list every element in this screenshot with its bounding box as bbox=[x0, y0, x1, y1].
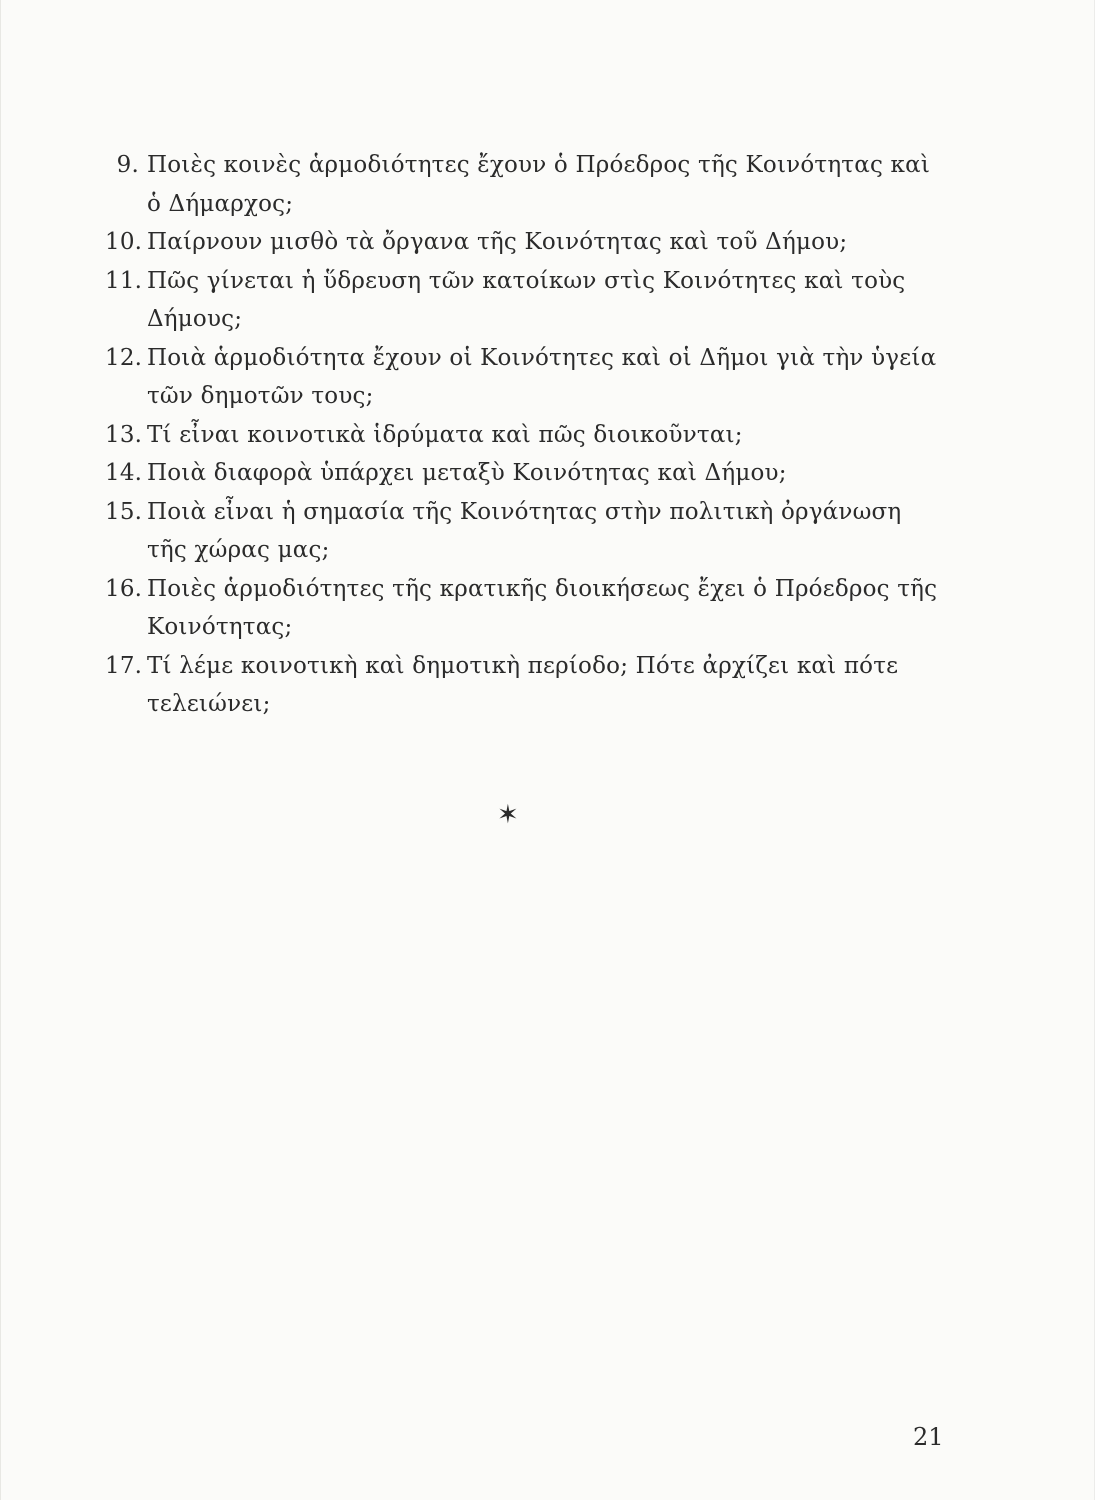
question-item bbox=[105, 416, 945, 455]
question-item bbox=[105, 454, 945, 493]
question-number: 17. bbox=[105, 652, 143, 679]
question-text: Ποιὰ εἶναι ἡ σημασία τῆς Κοινότητας στὴν πολιτικὴ ὀργάνωση τῆς χώρας μας; bbox=[147, 498, 902, 563]
question-number: 15. bbox=[105, 498, 143, 525]
question-item bbox=[105, 146, 945, 223]
question-item bbox=[105, 262, 945, 339]
question-item bbox=[105, 570, 945, 647]
question-text: Τί λέμε κοινοτικὴ καὶ δημοτικὴ περίοδο; Πότε ἀρχίζει καὶ πότε τελειώνει; bbox=[147, 652, 899, 717]
question-number: 12. bbox=[105, 344, 143, 371]
question-number: 13. bbox=[105, 421, 143, 448]
question-number: 10. bbox=[105, 229, 143, 255]
question-text: Ποιὲς ἁρμοδιότητες τῆς κρατικῆς διοικήσεως ἔχει ὁ Πρόεδρος τῆς Κοινότητας; bbox=[147, 575, 938, 640]
question-number: 14. bbox=[105, 460, 143, 486]
question-item bbox=[105, 223, 945, 262]
question-text: Πῶς γίνεται ἡ ὕδρευση τῶν κατοίκων στὶς Κοινότητες καὶ τοὺς Δήμους; bbox=[147, 267, 906, 332]
question-text: Ποιὰ διαφορὰ ὑπάρχει μεταξὺ Κοινότητας καὶ Δήμου; bbox=[147, 460, 787, 486]
question-text: Τί εἶναι κοινοτικὰ ἱδρύματα καὶ πῶς διοικοῦνται; bbox=[147, 421, 743, 448]
question-text: Ποιὲς κοινὲς ἁρμοδιότητες ἔχουν ὁ Πρόεδρος τῆς Κοινότητας καὶ ὁ Δήμαρχος; bbox=[147, 152, 931, 217]
review-questions-list bbox=[105, 146, 945, 724]
question-number: 11. bbox=[105, 267, 143, 294]
question-number: 16. bbox=[105, 575, 143, 602]
question-item bbox=[105, 339, 945, 416]
section-separator-star-icon: ✶ bbox=[497, 800, 519, 830]
question-text: Παίρνουν μισθὸ τὰ ὄργανα τῆς Κοινότητας καὶ τοῦ Δήμου; bbox=[147, 229, 848, 255]
question-number: 9. bbox=[116, 152, 139, 178]
page-number: 21 bbox=[913, 1423, 944, 1451]
question-item bbox=[105, 493, 945, 570]
question-text: Ποιὰ ἁρμοδιότητα ἔχουν οἱ Κοινότητες καὶ οἱ Δῆμοι γιὰ τὴν ὑγεία τῶν δημοτῶν τους; bbox=[147, 344, 937, 409]
question-item bbox=[105, 647, 945, 724]
